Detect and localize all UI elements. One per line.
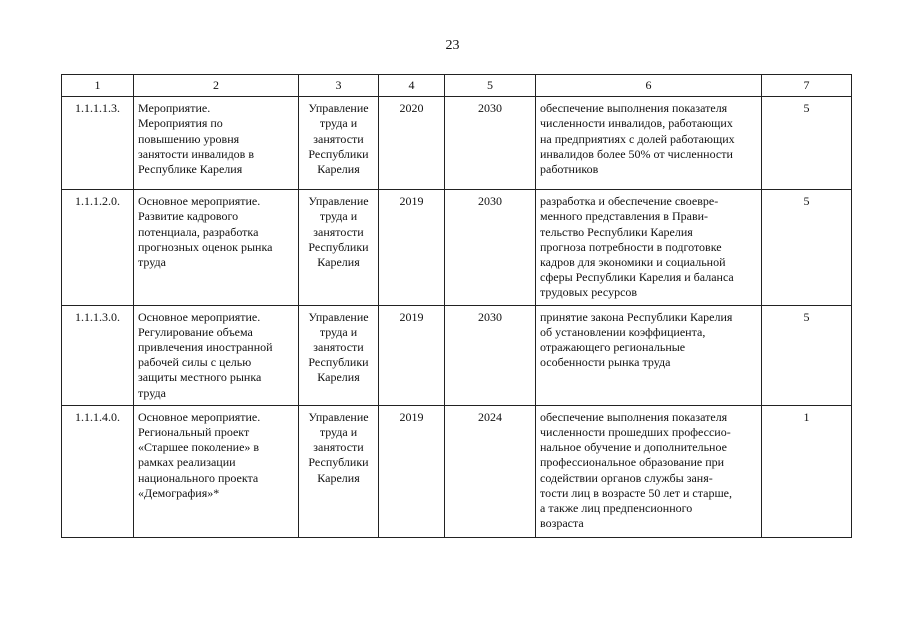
- start-year-cell: 2019: [379, 405, 445, 537]
- end-year-cell: 2030: [445, 190, 536, 305]
- header-cell: 6: [536, 75, 762, 97]
- header-cell: 1: [62, 75, 134, 97]
- start-year-cell: 2020: [379, 97, 445, 190]
- executor-cell: Управление труда и занятости Республики Карелия: [299, 97, 379, 190]
- header-cell: 4: [379, 75, 445, 97]
- row-number-cell: 1.1.1.3.0.: [62, 305, 134, 405]
- table-row: [62, 97, 852, 190]
- executor-cell: Управление труда и занятости Республики Карелия: [299, 190, 379, 305]
- start-year-cell: 2019: [379, 190, 445, 305]
- table-row: [62, 405, 852, 537]
- executor-cell: Управление труда и занятости Республики Карелия: [299, 405, 379, 537]
- program-table: [61, 74, 852, 538]
- result-cell: обеспечение выполнения показателя численности прошедших профессио- нальное обучение и дополнительное профессиональное образование при содействии органов службы заня- тости лиц в возрасте 50 лет и старше, а также лиц предпенсионного возраста: [536, 405, 762, 537]
- header-cell: 5: [445, 75, 536, 97]
- executor-cell: Управление труда и занятости Республики Карелия: [299, 305, 379, 405]
- link-cell: 1: [762, 405, 852, 537]
- table-row: [62, 305, 852, 405]
- page-number: 23: [445, 38, 460, 53]
- activity-name-cell: Основное мероприятие. Региональный проект «Старшее поколение» в рамках реализации национального проекта «Демография»*: [134, 405, 299, 537]
- end-year-cell: 2030: [445, 305, 536, 405]
- activity-name-cell: Мероприятие. Мероприятия по повышению уровня занятости инвалидов в Республике Карелия: [134, 97, 299, 190]
- activity-name-cell: Основное мероприятие. Регулирование объема привлечения иностранной рабочей силы с целью защиты местного рынка труда: [134, 305, 299, 405]
- end-year-cell: 2030: [445, 97, 536, 190]
- result-cell: разработка и обеспечение своевре- менного представления в Прави- тельство Республики Карелия прогноза потребности в подготовке кадров для экономики и социальной сферы Республики Карелия и баланса трудовых ресурсов: [536, 190, 762, 305]
- table-row: [62, 190, 852, 305]
- link-cell: 5: [762, 190, 852, 305]
- row-number-cell: 1.1.1.2.0.: [62, 190, 134, 305]
- row-number-cell: 1.1.1.4.0.: [62, 405, 134, 537]
- link-cell: 5: [762, 97, 852, 190]
- header-cell: 7: [762, 75, 852, 97]
- end-year-cell: 2024: [445, 405, 536, 537]
- row-number-cell: 1.1.1.1.3.: [62, 97, 134, 190]
- result-cell: обеспечение выполнения показателя численности инвалидов, работающих на предприятиях с долей работающих инвалидов более 50% от численности работников: [536, 97, 762, 190]
- header-cell: 3: [299, 75, 379, 97]
- table-header-row: [62, 75, 852, 97]
- start-year-cell: 2019: [379, 305, 445, 405]
- result-cell: принятие закона Республики Карелия об установлении коэффициента, отражающего региональные особенности рынка труда: [536, 305, 762, 405]
- activity-name-cell: Основное мероприятие. Развитие кадрового потенциала, разработка прогнозных оценок рынка труда: [134, 190, 299, 305]
- header-cell: 2: [134, 75, 299, 97]
- link-cell: 5: [762, 305, 852, 405]
